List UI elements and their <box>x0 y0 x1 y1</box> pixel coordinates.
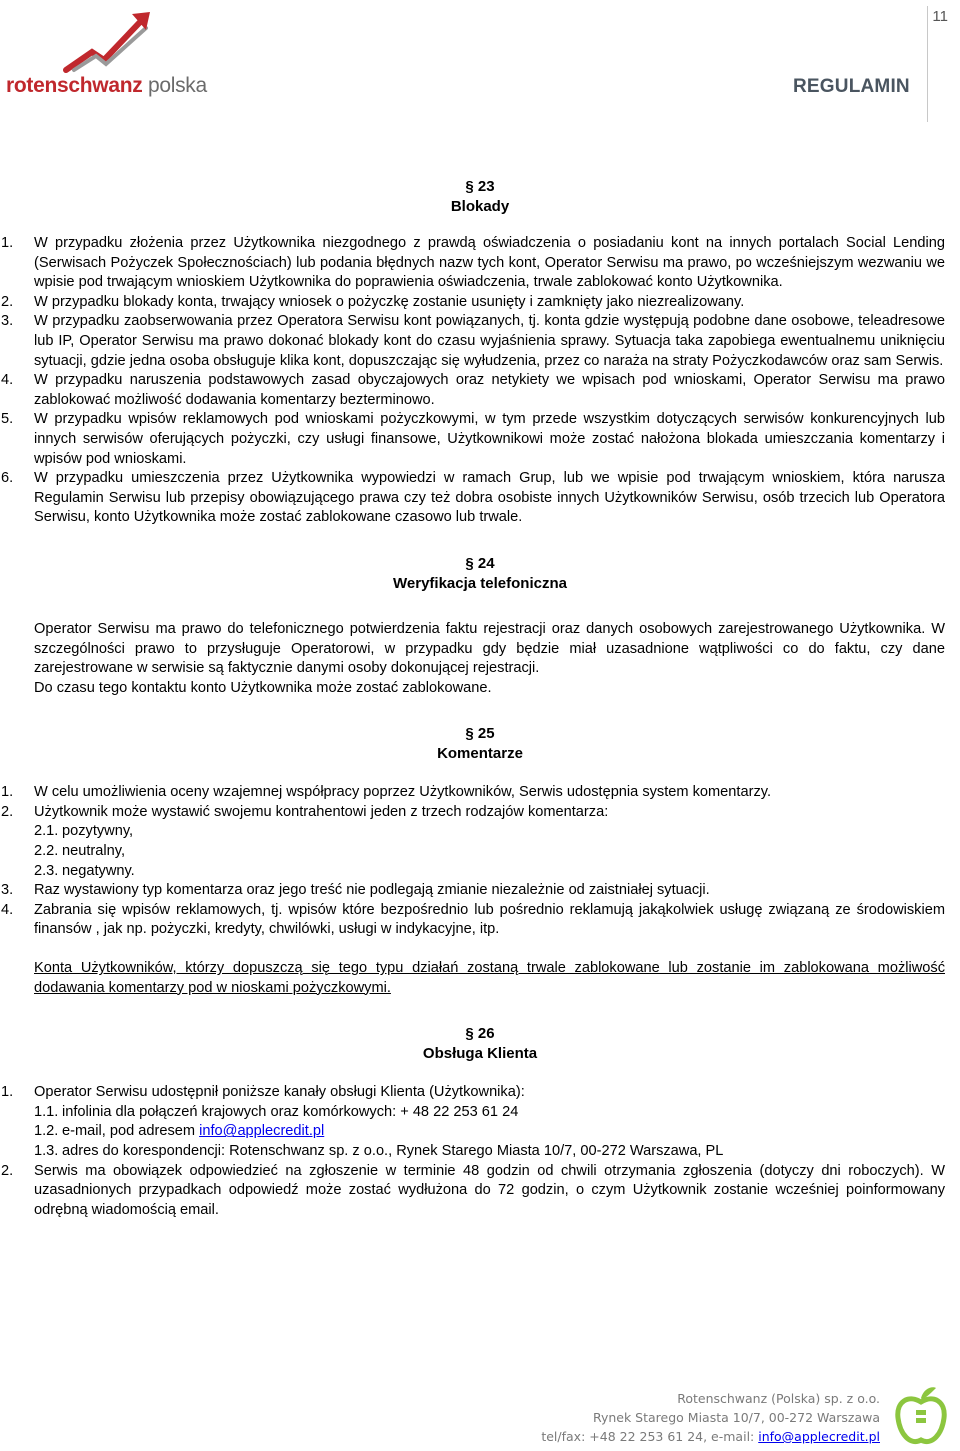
section-number: § 25 <box>465 725 495 743</box>
footer-address <box>541 1389 880 1446</box>
page-number-margin <box>927 6 954 122</box>
footer-street: Rynek Starego Miasta 10/7, 00-272 Warszawa <box>592 1410 880 1425</box>
list-item: 1. W celu umożliwienia oceny wzajemnej współpracy poprzez Użytkowników, Serwis udostępnia system komentarzy. <box>1 784 772 801</box>
list-item: 2. Użytkownik może wystawić swojemu kontrahentowi jeden z trzech rodzajów komentarza: <box>1 803 609 820</box>
paragraph: Do czasu tego kontaktu konto Użytkownika może zostać zablokowane. <box>34 679 492 696</box>
section-24-heading <box>0 554 960 594</box>
sub-list-item: 2.2. neutralny, <box>34 843 126 860</box>
paragraph: Operator Serwisu ma prawo do telefonicznego potwierdzenia faktu rejestracji oraz danych osobowych zarejestrowanego Użytkownika. W szczególności prawo to przysługuje Operatorowi, w przypadku gdy będzie miał uzasadnione wątpliwości co do faktu, czy dane zarejestrowane w serwisie są faktycznie danymi osoby dokonującej rejestracji. <box>34 620 945 677</box>
page-number: 11 <box>932 8 948 25</box>
list-item: 2. W przypadku blokady konta, trwający wniosek o pożyczkę zostanie usunięty i zamknięty jako niezrealizowany. <box>1 293 745 310</box>
section-26-heading <box>0 1024 960 1064</box>
footer-contact: tel/fax: +48 22 253 61 24, e-mail: info@applecredit.pl <box>541 1429 880 1444</box>
sub-list-item: 2.3. negatywny. <box>34 862 135 879</box>
section-number: § 23 <box>465 178 495 195</box>
section-title: Weryfikacja telefoniczna <box>393 574 567 592</box>
section-title: Obsługa Klienta <box>422 1045 538 1063</box>
section-25-list <box>0 783 960 940</box>
list-item: 5. W przypadku wpisów reklamowych pod wnioskami pożyczkowymi, w tym przede wszystkim dotyczących serwisów konkurencyjnych lub innych serwisów oferujących pożyczki, czy usługi finansowe, Użytkownikowi może zostać nałożona blokada umieszczania komentarzy i wpisów pod wnioskami. <box>1 411 945 467</box>
document-title: REGULAMIN <box>793 76 910 97</box>
list-item: 6. W przypadku umieszczenia przez Użytkownika wypowiedzi w ramach Grup, lub we wpisie pod trwającym wnioskiem, która narusza Regulamin Serwisu lub przepisy obowiązującego prawa czy też dobra osobiste innych Użytkowników Serwisu, osób trzecich lub Operatora Serwisu, konto Użytkownika może zostać zablokowane czasowo lub trwale. <box>1 470 945 526</box>
list-item: 4. W przypadku naruszenia podstawowych zasad obyczajowych oraz netykiety we wpisach pod wnioskami, Operator Serwisu ma prawo zablokować możliwość dodawania komentarzy bezterminowo. <box>1 372 945 408</box>
list-item: 1. W przypadku złożenia przez Użytkownika niezgodnego z prawdą oświadczenia o posiadaniu kont na innych portalach Social Lending (Serwisach Pożyczek Społecznościach) lub podania błędnych nazw tych kont, Operator Serwisu ma prawo, po wcześniejszym wezwaniu we wpisie pod trwającym wnioskiem Użytkownika do poprawienia oświadczenia, trwale zablokować konto Użytkownika. <box>1 235 945 291</box>
document-body <box>0 177 960 1220</box>
section-25-heading <box>0 724 960 764</box>
logo-word-polska: polska <box>142 74 207 97</box>
sub-list-item: 1.2. e-mail, pod adresem info@applecredit.pl <box>34 1123 325 1140</box>
section-number: § 24 <box>465 554 495 572</box>
list-item: 3. W przypadku zaobserwowania przez Operatora Serwisu kont powiązanych, tj. konta gdzie występują podobne dane osobowe, teleadresowe lub IP, Operator Serwisu ma prawo dokonać blokady kont do czasu wyjaśnienia sprawy. Sytuacja taka zapobiega ewentualnemu uniknięciu sytuacji, gdzie jedna osoba obsługuje klika kont, dopuszczając się wyłudzenia, przez co naraża na straty Pożyczkodawców oraz sam Serwis. <box>1 313 945 369</box>
list-item: 1. Operator Serwisu udostępnił poniższe kanały obsługi Klienta (Użytkownika): <box>1 1084 525 1101</box>
applecredit-logo-icon <box>894 1384 948 1448</box>
sub-list-item: 2.1. pozytywny, <box>34 823 134 840</box>
sub-list-item: 1.3. adres do korespondencji: Rotenschwanz sp. z o.o., Rynek Starego Miasta 10/7, 00-272 Warszawa, PL <box>34 1143 724 1159</box>
footer-email-link[interactable]: info@applecredit.pl <box>758 1429 880 1444</box>
blocking-note: Konta Użytkowników, którzy dopuszczą się tego typu działań zostaną trwale zablokowane lub zostanie im zablokowana możliwość dodawania komentarzy pod w nioskami pożyczkowymi. <box>34 960 945 996</box>
logo-wordmark <box>6 74 207 98</box>
logo-word-rotenschwanz: rotenschwanz <box>6 74 143 97</box>
list-item: 2. Serwis ma obowiązek odpowiedzieć na zgłoszenie w terminie 48 godzin od chwili otrzymania zgłoszenia (dotyczy dni roboczych). W uzasadnionych przypadkach odpowiedź może zostać wydłużona do 72 godzin, o czym Użytkownik zostanie wcześniej poinformowany odrębną wiadomością email. <box>1 1162 945 1218</box>
section-26-list <box>0 1083 960 1220</box>
section-number: § 26 <box>465 1025 495 1043</box>
logo-arrows-icon <box>62 8 152 74</box>
sub-list-item: 1.1. infolinia dla połączeń krajowych oraz komórkowych: + 48 22 253 61 24 <box>34 1103 519 1120</box>
list-item: 3. Raz wystawiony typ komentarza oraz jego treść nie podlegają zmianie niezależnie od zaistniałej sytuacji. <box>1 882 710 899</box>
email-link[interactable]: info@applecredit.pl <box>199 1123 325 1140</box>
company-logo <box>6 8 216 100</box>
section-23-heading <box>0 177 960 217</box>
footer-company: Rotenschwanz (Polska) sp. z o.o. <box>677 1391 880 1406</box>
section-title: Blokady <box>450 198 510 215</box>
section-23-list <box>0 234 960 528</box>
list-item: 4. Zabrania się wpisów reklamowych, tj. wpisów które bezpośrednio lub pośrednio reklamują jakąkolwiek usługę związaną ze środowiskiem finansów , jak np. pożyczki, kredyty, chwilówki, usługi w indykacyjne, itp. <box>1 901 945 938</box>
section-title: Komentarze <box>437 745 523 763</box>
